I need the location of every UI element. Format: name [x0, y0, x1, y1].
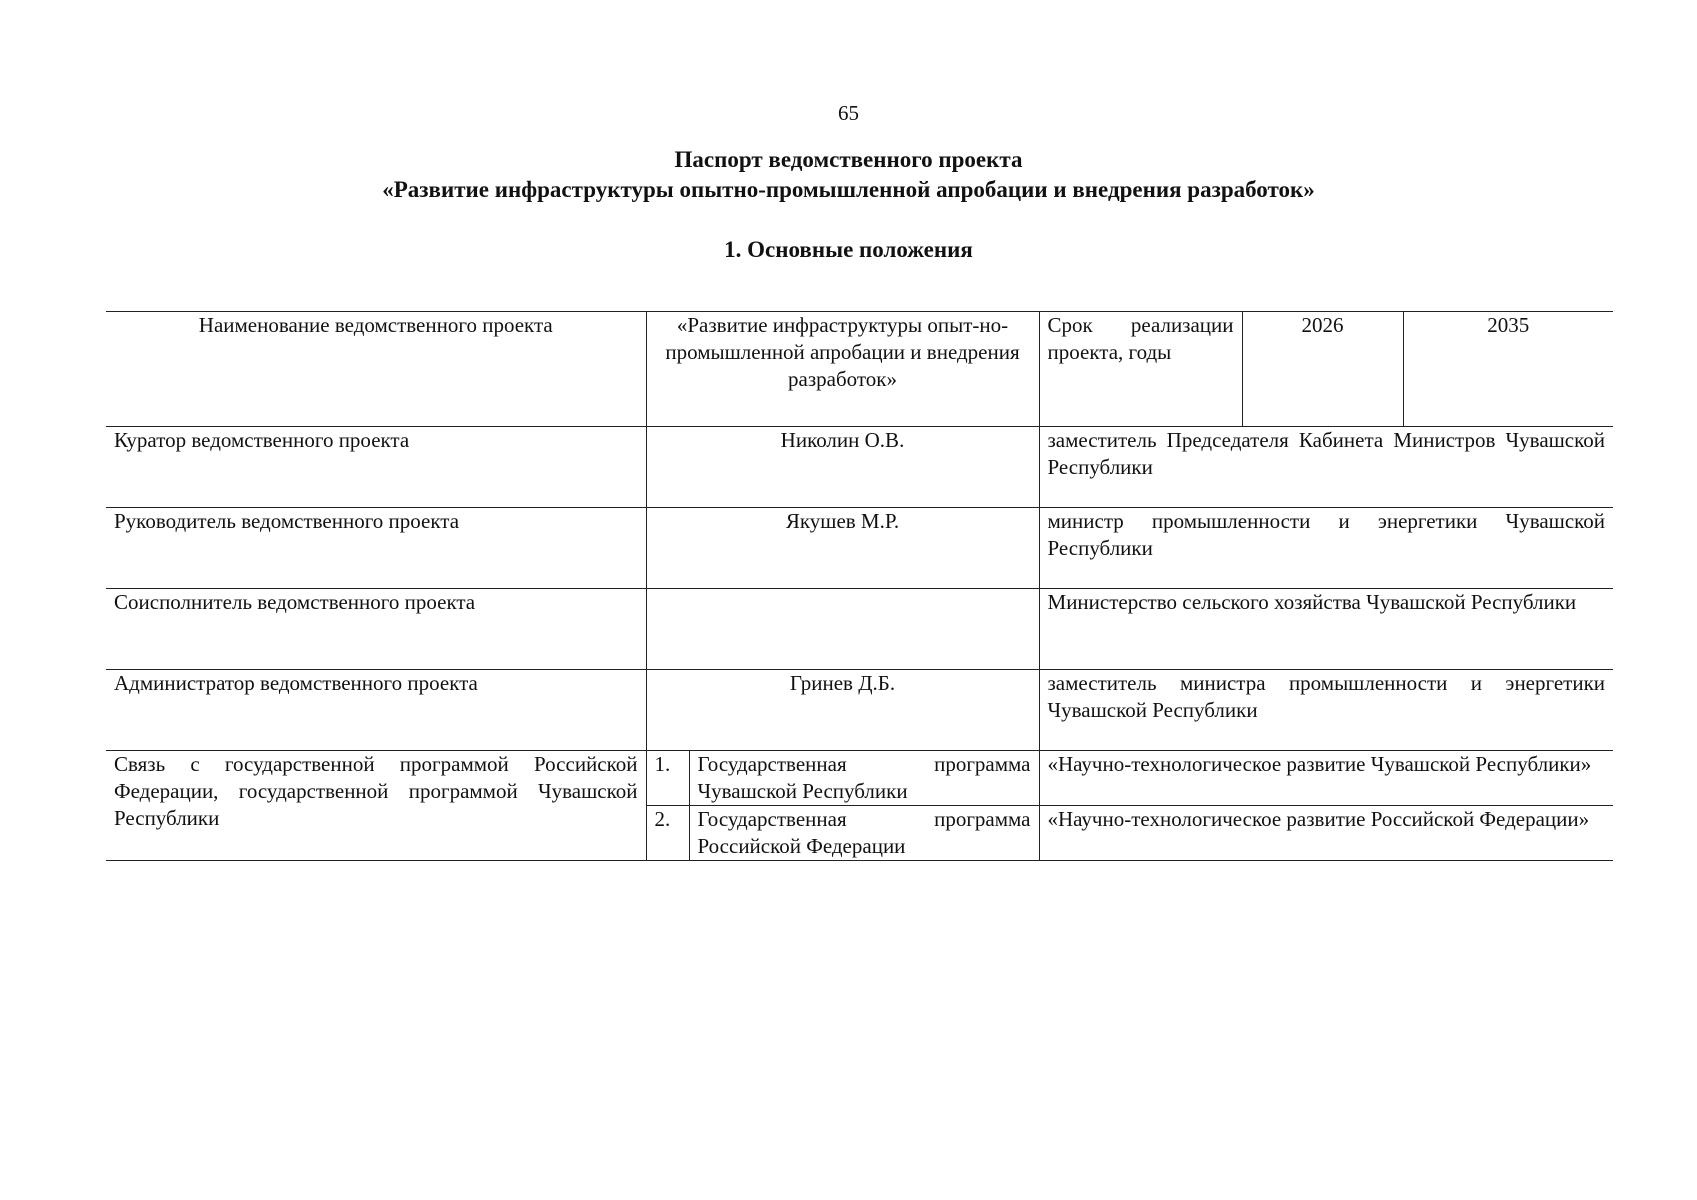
- administrator-position: заместитель министра промышленности и энергетики Чувашской Республики: [1039, 670, 1613, 751]
- program-type-word: Государственная: [697, 807, 847, 831]
- table-row: [106, 427, 1613, 508]
- curator-person: Николин О.В.: [646, 427, 1039, 508]
- row-label: Куратор ведомственного проекта: [106, 427, 646, 508]
- table-row: [106, 751, 1613, 806]
- term-label: Срок реализации проекта, годы: [1039, 312, 1242, 427]
- program-type-word: Государственная: [697, 752, 847, 776]
- project-title: «Развитие инфраструктуры опытно-промышленной апробации и внедрения разработок»: [382, 177, 1315, 202]
- project-name-value: «Развитие инфраструктуры опыт-но-промышленной апробации и внедрения разработок»: [646, 312, 1039, 427]
- page-number: 65: [838, 101, 859, 125]
- program-type: [689, 806, 1039, 861]
- program-type-word: программа: [934, 807, 1031, 831]
- section-title: 1. Основные положения: [724, 237, 973, 262]
- row-label: Соисполнитель ведомственного проекта: [106, 589, 646, 670]
- document-title: Паспорт ведомственного проекта: [674, 147, 1023, 172]
- row-label: Администратор ведомственного проекта: [106, 670, 646, 751]
- head-person: Якушев М.Р.: [646, 508, 1039, 589]
- coexecutor-person: [646, 589, 1039, 670]
- table-row: [106, 312, 1613, 427]
- program-type-rest: Российской Федерации: [697, 834, 906, 858]
- program-name: «Научно-технологическое развитие Чувашской Республики»: [1039, 751, 1613, 806]
- table-row: [106, 589, 1613, 670]
- program-name: «Научно-технологическое развитие Российской Федерации»: [1039, 806, 1613, 861]
- row-label: Наименование ведомственного проекта: [106, 312, 646, 427]
- program-type: [689, 751, 1039, 806]
- head-position: министр промышленности и энергетики Чувашской Республики: [1039, 508, 1613, 589]
- program-number: 1.: [646, 751, 689, 806]
- program-type-rest: Чувашской Республики: [697, 779, 908, 803]
- program-number: 2.: [646, 806, 689, 861]
- passport-table: [106, 311, 1613, 861]
- curator-position: заместитель Председателя Кабинета Министров Чувашской Республики: [1039, 427, 1613, 508]
- start-year: 2026: [1242, 312, 1403, 427]
- coexecutor-position: Министерство сельского хозяйства Чувашской Республики: [1039, 589, 1613, 670]
- table-row: [106, 508, 1613, 589]
- row-label: Связь с государственной программой Российской Федерации, государственной программой Чувашской Республики: [106, 751, 646, 861]
- administrator-person: Гринев Д.Б.: [646, 670, 1039, 751]
- end-year: 2035: [1403, 312, 1613, 427]
- row-label: Руководитель ведомственного проекта: [106, 508, 646, 589]
- program-type-word: программа: [934, 752, 1031, 776]
- table-row: [106, 670, 1613, 751]
